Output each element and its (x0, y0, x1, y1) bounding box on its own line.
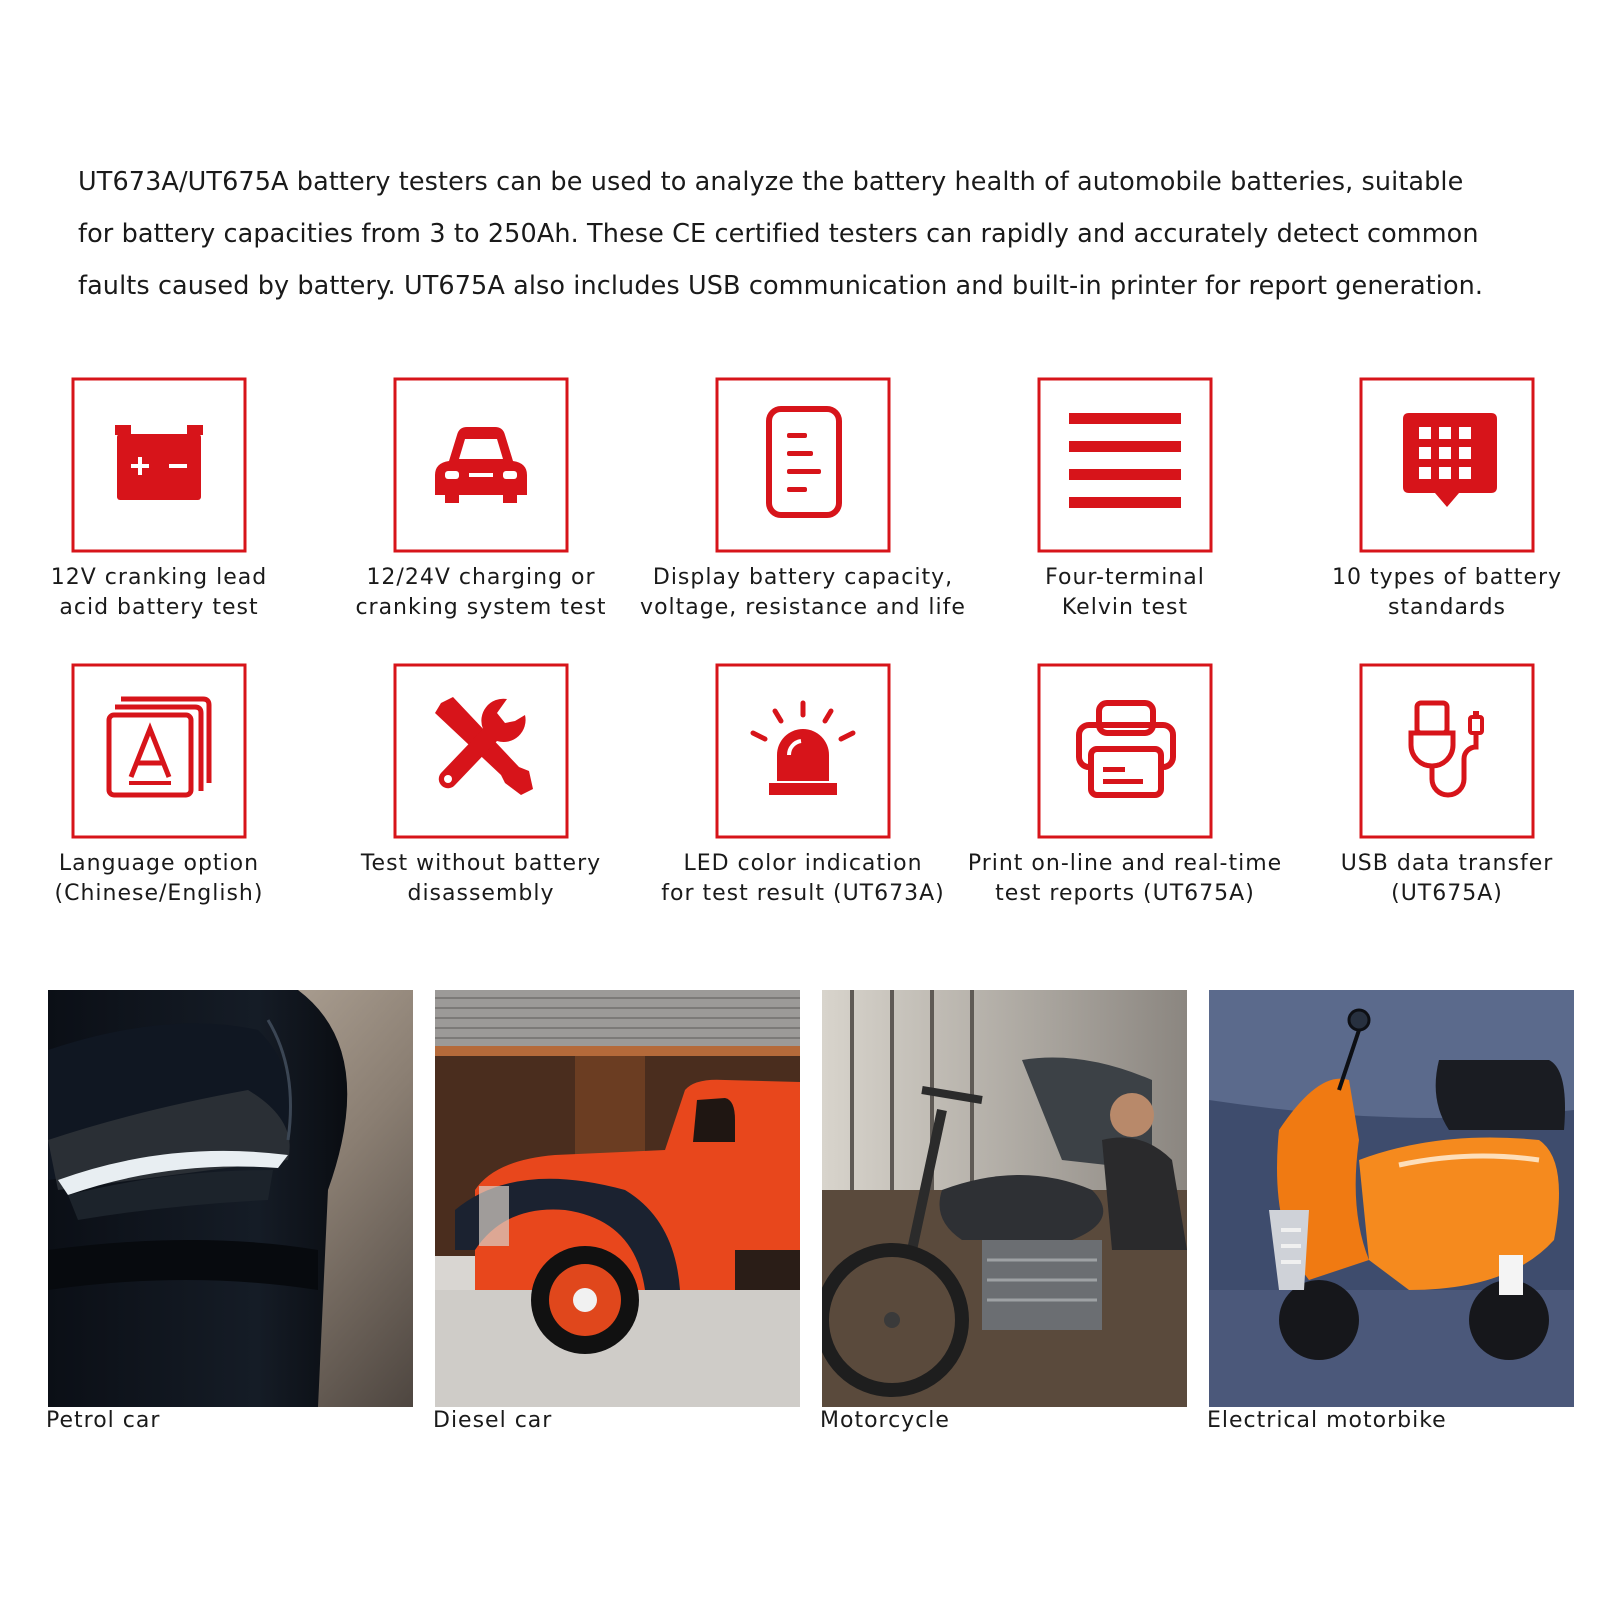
feature-label: standards (1387, 595, 1507, 620)
feature-display-capacity (638, 377, 968, 623)
feature-frame (393, 663, 569, 839)
feature-label: (UT675A) (1391, 881, 1503, 906)
printer-icon (1037, 663, 1213, 839)
feature-label: Display battery capacity, (652, 565, 954, 590)
feature-label: USB data transfer (1340, 851, 1554, 876)
feature-frame (715, 663, 891, 839)
feature-frame (1359, 377, 1535, 553)
feature-label: test reports (UT675A) (995, 881, 1255, 906)
feature-charging-test (316, 377, 646, 623)
feature-label: 12V cranking lead (50, 565, 268, 590)
feature-label: cranking system test (355, 595, 607, 620)
usb-cable-icon (1359, 663, 1535, 839)
feature-label: 10 types of battery (1331, 565, 1563, 590)
tools-icon (393, 663, 569, 839)
feature-label: Kelvin test (1061, 595, 1189, 620)
horizontal-lines-icon (1037, 377, 1213, 553)
feature-label: Four-terminal (1045, 565, 1205, 590)
photo-label: Electrical motorbike (1207, 1408, 1447, 1433)
feature-led-indication (638, 663, 968, 909)
feature-label: Test without battery (360, 851, 602, 876)
feature-print-reports (960, 663, 1290, 909)
language-a-icon (71, 663, 247, 839)
feature-label: 12/24V charging or (366, 565, 596, 590)
feature-label: acid battery test (59, 595, 259, 620)
feature-label: disassembly (407, 881, 555, 906)
battery-icon (71, 377, 247, 553)
intro-paragraph (78, 156, 1538, 312)
feature-battery-test (0, 377, 324, 623)
feature-language (0, 663, 324, 909)
feature-frame (1037, 377, 1213, 553)
feature-frame (715, 377, 891, 553)
feature-battery-standards (1282, 377, 1601, 623)
feature-no-disassembly (316, 663, 646, 909)
feature-frame (393, 377, 569, 553)
feature-frame (1359, 663, 1535, 839)
feature-label: (Chinese/English) (54, 881, 264, 906)
intro-line: for battery capacities from 3 to 250Ah. These CE certified testers can rapidly and accurately detect common (78, 219, 1479, 249)
photo-label: Diesel car (433, 1408, 553, 1433)
alarm-light-icon (715, 663, 891, 839)
feature-label: for test result (UT673A) (661, 881, 945, 906)
feature-usb-transfer (1282, 663, 1601, 909)
photo-motorcycle (822, 990, 1187, 1407)
feature-label: Print on-line and real-time (967, 851, 1283, 876)
grid-chat-icon (1359, 377, 1535, 553)
feature-label: LED color indication (683, 851, 923, 876)
intro-line: faults caused by battery. UT675A also includes USB communication and built-in printer for report generation. (78, 271, 1484, 301)
feature-label: Language option (58, 851, 260, 876)
photo-petrol-car (48, 990, 413, 1407)
photo-diesel-car (435, 990, 800, 1407)
feature-frame (71, 377, 247, 553)
feature-kelvin-test (960, 377, 1290, 623)
photo-electrical-motorbike (1209, 990, 1574, 1407)
document-list-icon (715, 377, 891, 553)
feature-label: voltage, resistance and life (640, 595, 966, 620)
car-icon (393, 377, 569, 553)
feature-frame (1037, 663, 1213, 839)
intro-line: UT673A/UT675A battery testers can be used to analyze the battery health of automobile batteries, suitable (78, 167, 1464, 197)
photo-label: Motorcycle (820, 1408, 950, 1433)
photo-label: Petrol car (46, 1408, 161, 1433)
feature-frame (71, 663, 247, 839)
